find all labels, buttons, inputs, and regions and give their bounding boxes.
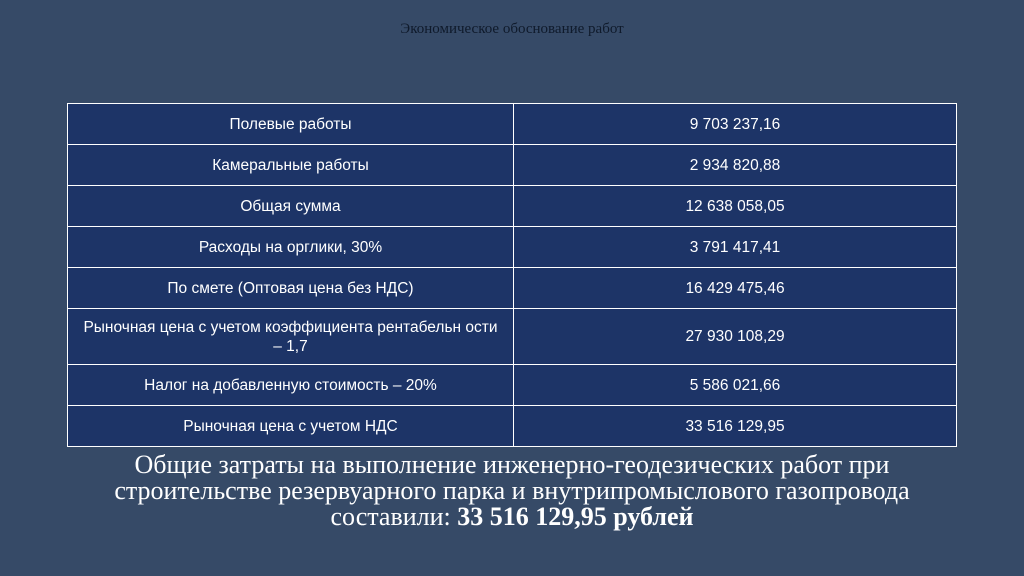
summary-line-1: Общие затраты на выполнение инженерно-геодезических работ при	[134, 450, 890, 479]
table-row	[68, 145, 957, 186]
summary-line-2: строительстве резервуарного парка и внутрипромыслового газопровода	[114, 476, 910, 505]
row-value: 27 930 108,29	[514, 309, 957, 365]
row-label: Расходы на орглики, 30%	[68, 227, 514, 268]
table-row	[68, 268, 957, 309]
row-label: Общая сумма	[68, 186, 514, 227]
row-value: 12 638 058,05	[514, 186, 957, 227]
row-label: Полевые работы	[68, 104, 514, 145]
cost-table	[67, 103, 957, 447]
row-value: 33 516 129,95	[514, 406, 957, 447]
row-label: Рыночная цена с учетом НДС	[68, 406, 514, 447]
row-label: Камеральные работы	[68, 145, 514, 186]
table-row	[68, 227, 957, 268]
summary-total: 33 516 129,95 рублей	[457, 502, 694, 531]
row-value: 5 586 021,66	[514, 365, 957, 406]
row-label: По смете (Оптовая цена без НДС)	[68, 268, 514, 309]
table-row	[68, 186, 957, 227]
table-row	[68, 104, 957, 145]
summary-text	[0, 452, 1024, 530]
table-row	[68, 365, 957, 406]
summary-prefix: составили:	[330, 502, 451, 531]
row-label: Рыночная цена с учетом коэффициента рентабельн ости – 1,7	[68, 309, 514, 365]
table-row	[68, 406, 957, 447]
row-value: 2 934 820,88	[514, 145, 957, 186]
row-label: Налог на добавленную стоимость – 20%	[68, 365, 514, 406]
summary-line-3	[0, 504, 1024, 530]
row-value: 16 429 475,46	[514, 268, 957, 309]
row-value: 9 703 237,16	[514, 104, 957, 145]
table-row	[68, 309, 957, 365]
row-value: 3 791 417,41	[514, 227, 957, 268]
slide-title: Экономическое обоснование работ	[400, 21, 624, 37]
